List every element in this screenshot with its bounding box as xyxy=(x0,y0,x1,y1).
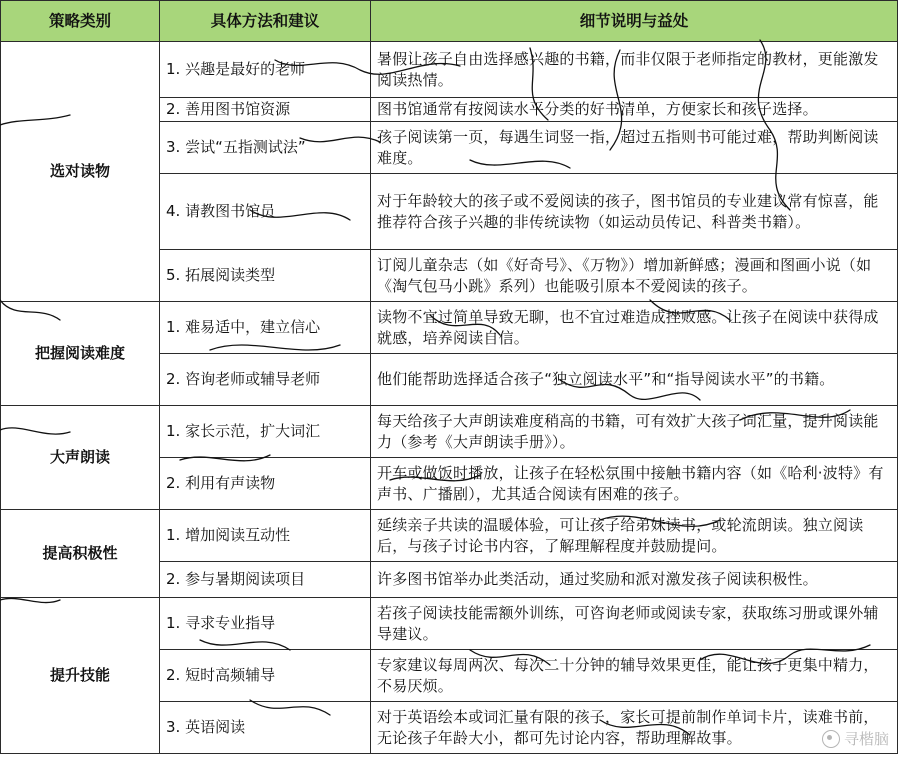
method-cell: 3. 英语阅读 xyxy=(160,702,371,754)
header-category: 策略类别 xyxy=(1,1,160,42)
category-cell: 大声朗读 xyxy=(1,406,160,510)
detail-cell: 许多图书馆举办此类活动，通过奖励和派对激发孩子阅读积极性。 xyxy=(371,562,898,598)
detail-cell: 暑假让孩子自由选择感兴趣的书籍，而非仅限于老师指定的教材，更能激发阅读热情。 xyxy=(371,42,898,98)
method-cell: 1. 难易适中，建立信心 xyxy=(160,302,371,354)
category-cell: 提高积极性 xyxy=(1,510,160,598)
method-cell: 2. 善用图书馆资源 xyxy=(160,98,371,122)
header-row xyxy=(1,1,898,42)
detail-cell: 图书馆通常有按阅读水平分类的好书清单，方便家长和孩子选择。 xyxy=(371,98,898,122)
header-detail: 细节说明与益处 xyxy=(371,1,898,42)
method-cell: 1. 寻求专业指导 xyxy=(160,598,371,650)
detail-cell: 读物不宜过简单导致无聊，也不宜过难造成挫败感。让孩子在阅读中获得成就感，培养阅读自信。 xyxy=(371,302,898,354)
method-cell: 1. 家长示范，扩大词汇 xyxy=(160,406,371,458)
method-cell: 2. 参与暑期阅读项目 xyxy=(160,562,371,598)
method-cell: 2. 短时高频辅导 xyxy=(160,650,371,702)
detail-cell: 开车或做饭时播放，让孩子在轻松氛围中接触书籍内容（如《哈利·波特》有声书、广播剧），尤其适合阅读有困难的孩子。 xyxy=(371,458,898,510)
detail-cell: 孩子阅读第一页，每遇生词竖一指，超过五指则书可能过难，帮助判断阅读难度。 xyxy=(371,122,898,174)
watermark-text: 寻楷脑 xyxy=(843,730,889,748)
detail-cell: 他们能帮助选择适合孩子“独立阅读水平”和“指导阅读水平”的书籍。 xyxy=(371,354,898,406)
header-method: 具体方法和建议 xyxy=(160,1,371,42)
category-cell: 提升技能 xyxy=(1,598,160,754)
watermark xyxy=(822,728,889,749)
detail-cell: 若孩子阅读技能需额外训练，可咨询老师或阅读专家，获取练习册或课外辅导建议。 xyxy=(371,598,898,650)
detail-cell: 订阅儿童杂志（如《好奇号》、《万物》）增加新鲜感；漫画和图画小说（如《淘气包马小跳》系列）也能吸引原本不爱阅读的孩子。 xyxy=(371,250,898,302)
method-cell: 2. 咨询老师或辅导老师 xyxy=(160,354,371,406)
method-cell: 2. 利用有声读物 xyxy=(160,458,371,510)
detail-cell: 专家建议每周两次、每次二十分钟的辅导效果更佳，能让孩子更集中精力，不易厌烦。 xyxy=(371,650,898,702)
category-cell: 把握阅读难度 xyxy=(1,302,160,406)
method-cell: 1. 增加阅读互动性 xyxy=(160,510,371,562)
table-row xyxy=(1,598,898,650)
method-cell: 4. 请教图书馆员 xyxy=(160,174,371,250)
table-row xyxy=(1,302,898,354)
table-row xyxy=(1,510,898,562)
table-row xyxy=(1,42,898,98)
method-cell: 3. 尝试“五指测试法” xyxy=(160,122,371,174)
table-row xyxy=(1,406,898,458)
method-cell: 1. 兴趣是最好的老师 xyxy=(160,42,371,98)
detail-cell: 每天给孩子大声朗读难度稍高的书籍，可有效扩大孩子词汇量，提升阅读能力（参考《大声朗读手册》）。 xyxy=(371,406,898,458)
watermark-logo-icon xyxy=(822,730,840,748)
detail-cell: 对于年龄较大的孩子或不爱阅读的孩子，图书馆员的专业建议常有惊喜，能推荐符合孩子兴趣的非传统读物（如运动员传记、科普类书籍）。 xyxy=(371,174,898,250)
method-cell: 5. 拓展阅读类型 xyxy=(160,250,371,302)
category-cell: 选对读物 xyxy=(1,42,160,302)
detail-cell: 对于英语绘本或词汇量有限的孩子，家长可提前制作单词卡片，读难书前，无论孩子年龄大小，都可先讨论内容，帮助理解故事。 xyxy=(371,702,898,754)
detail-cell: 延续亲子共读的温暖体验，可让孩子给弟妹读书，或轮流朗读。独立阅读后，与孩子讨论书内容，了解理解程度并鼓励提问。 xyxy=(371,510,898,562)
